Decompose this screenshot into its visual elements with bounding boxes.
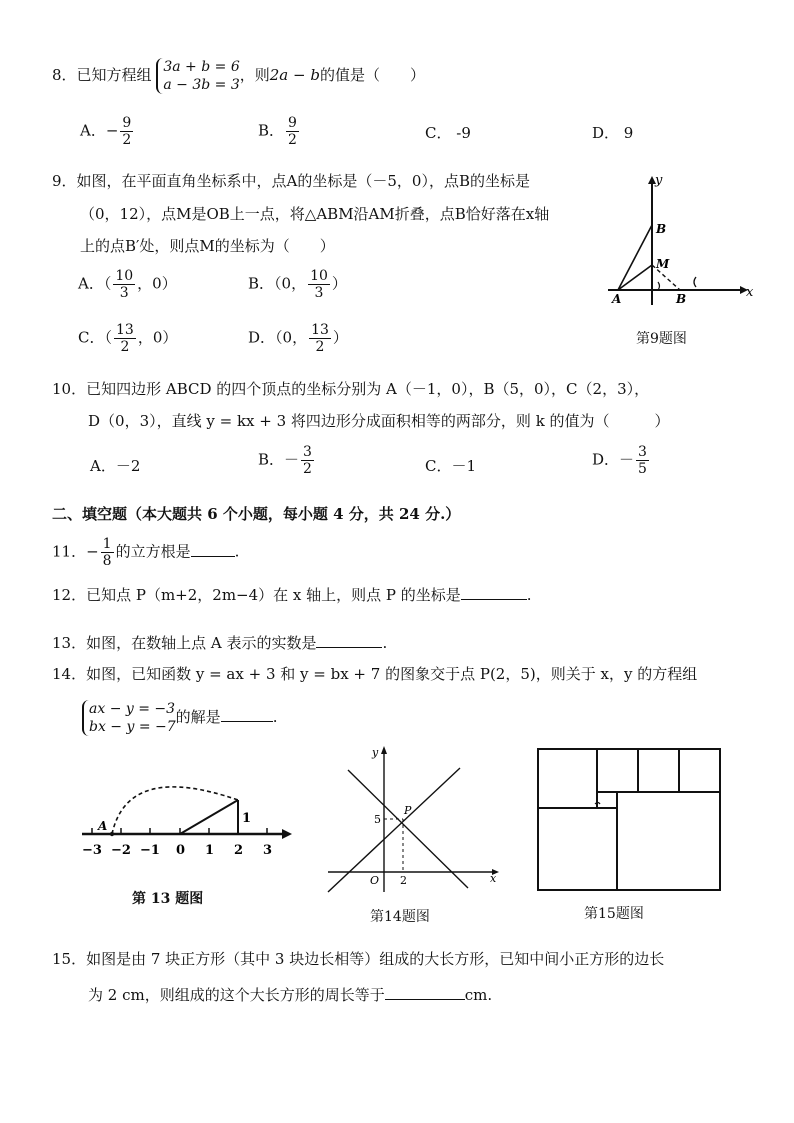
question-12 [52, 584, 532, 605]
q14-figure-caption: 第14题图 [370, 909, 430, 925]
q14-line-bx-plus-7 [348, 770, 468, 888]
q10-line2: D（0，3），直线 y = kx + 3 将四边形分成面积相等的两部分，则 k 的值为（ ） [88, 412, 670, 430]
q8-number: 8． [52, 66, 77, 85]
q8-equation-system [156, 58, 239, 94]
frac-denominator: 5 [638, 461, 647, 478]
q10-option-b-fraction [301, 444, 314, 477]
q13-arrow [282, 829, 292, 839]
q10-option-d-label: D．－ [592, 450, 635, 469]
q9-option-d[interactable] [248, 322, 348, 355]
q15-unit: cm. [464, 986, 493, 1004]
question-13 [52, 632, 387, 653]
q13-figure-caption: 第 13 题图 [132, 891, 204, 907]
frac-denominator: 2 [122, 132, 132, 149]
q14-line-ax-plus-3 [328, 768, 460, 892]
q14-eq2: bx − y = −7 [89, 719, 176, 736]
q9-segment-AM [618, 265, 652, 290]
q8-option-a[interactable] [80, 115, 135, 148]
q12-answer-blank[interactable] [461, 585, 527, 600]
frac-numerator: 13 [311, 322, 329, 338]
q10-option-b[interactable] [258, 444, 316, 477]
q9-option-b-tail: ） [331, 274, 347, 293]
q13-tick-label: 2 [234, 843, 244, 858]
q14-tail: 的解是 [175, 708, 221, 727]
frac-numerator: 13 [115, 322, 134, 338]
q12-text: 12．已知点 P（m+2，2m−4）在 x 轴上，则点 P 的坐标是 [52, 586, 461, 604]
q9-label-x: x [746, 285, 754, 300]
frac-denominator: 2 [303, 461, 312, 478]
q11-end: . [234, 542, 240, 561]
frac-denominator: 3 [119, 285, 129, 302]
q9-figure-caption: 第9题图 [636, 331, 687, 347]
q10-option-a[interactable]: A．－2 [90, 457, 141, 475]
q13-answer-blank[interactable] [316, 633, 382, 648]
q14-equation-system [82, 700, 176, 736]
q11-sign: − [86, 542, 99, 561]
q14-answer-blank[interactable] [221, 707, 273, 722]
q13-tick-label: 3 [263, 843, 273, 858]
q9-option-d-fraction [309, 322, 331, 355]
q9-line1: 9．如图，在平面直角坐标系中，点A的坐标是（－5，0），点B的坐标是 [52, 172, 530, 190]
q15-figure [537, 748, 723, 894]
frac-numerator: 9 [122, 115, 132, 131]
q8-prefix: 已知方程组 [76, 66, 152, 85]
q9-option-c-tail: ，0） [137, 328, 178, 347]
q9-option-a-fraction [113, 268, 135, 301]
q9-label-B: B [656, 222, 667, 236]
q10-line1: 10．已知四边形 ABCD 的四个顶点的坐标分别为 A（－1，0），B（5，0），C（2，3）， [52, 380, 650, 398]
q9-label-y: y [655, 173, 663, 188]
q15-answer-blank[interactable] [385, 985, 465, 1000]
question-8 [52, 58, 425, 94]
q10-option-c[interactable]: C．－1 [425, 457, 477, 475]
q8-option-a-fraction [120, 115, 133, 148]
question-11 [52, 536, 239, 569]
q9-option-c-label: C．（ [78, 328, 112, 347]
frac-denominator: 2 [120, 339, 130, 356]
q13-label-A: A [98, 819, 108, 833]
q8-option-c[interactable]: C． -9 [425, 124, 471, 142]
q9-option-b-label: B．（0， [248, 274, 307, 293]
q9-angle-mark-2 [694, 277, 696, 287]
q9-segment-AB [618, 225, 652, 290]
q9-option-a[interactable] [78, 268, 177, 301]
q9-label-Bprime: B [676, 292, 687, 306]
q9-option-a-tail: ，0） [137, 274, 177, 293]
q10-option-d-fraction [636, 444, 649, 477]
frac-numerator: 3 [638, 444, 647, 460]
q13-label-1: 1 [242, 811, 252, 826]
q14-label-y: y [372, 746, 379, 759]
frac-numerator: 10 [115, 268, 134, 284]
frac-numerator: 1 [102, 536, 112, 552]
q9-figure [600, 170, 754, 310]
frac-denominator: 2 [288, 132, 297, 149]
q9-option-d-label: D．（0， [248, 328, 308, 347]
q14-figure [322, 742, 502, 898]
frac-numerator: 10 [310, 268, 328, 284]
q14-label-2: 2 [400, 874, 407, 887]
q13-figure [68, 768, 298, 868]
q8-suffix: 的值是（ ） [319, 66, 425, 85]
q9-line3: 上的点B′处，则点M的坐标为（ ） [80, 237, 335, 255]
q14-line2 [82, 700, 277, 736]
q15-line1: 15．如图是由 7 块正方形（其中 3 块边长相等）组成的大长方形，已知中间小正方形的边长 [52, 950, 665, 968]
q14-eq1: ax − y = −3 [89, 701, 176, 717]
q14-label-O: O [370, 874, 380, 887]
q14-label-x: x [490, 872, 497, 885]
q13-tick-label: −2 [111, 843, 131, 858]
q14-label-5: 5 [374, 813, 381, 826]
q9-angle-mark-1 [658, 282, 660, 290]
q11-answer-blank[interactable] [191, 542, 235, 557]
q9-option-a-label: A．（ [78, 274, 112, 293]
q13-tick-label: 0 [176, 843, 186, 858]
q11-text: 的立方根是 [115, 542, 191, 561]
q8-option-b-fraction [286, 115, 299, 148]
q8-option-b-label: B． [258, 121, 285, 140]
q9-option-c-fraction [114, 322, 136, 355]
q9-line2: （0，12），点M是OB上一点，将△ABM沿AM折叠，点B恰好落在x轴 [80, 205, 550, 223]
q13-tick-label: −3 [82, 843, 102, 858]
q8-option-d[interactable]: D． 9 [592, 124, 634, 142]
section-2-title: 二、填空题（本大题共 6 个小题，每小题 4 分，共 24 分.） [52, 505, 461, 523]
frac-numerator: 3 [303, 444, 312, 460]
q8-eq2: a − 3b = 3 [163, 77, 240, 94]
q13-end: . [382, 634, 388, 652]
q15-outer-rectangle [538, 749, 720, 890]
frac-numerator: 9 [288, 115, 297, 131]
q11-fraction [101, 536, 114, 569]
q12-end: . [526, 586, 532, 604]
q15-line2 [88, 984, 492, 1005]
q9-option-d-tail: ） [332, 328, 348, 347]
q15-figure-caption: 第15题图 [584, 906, 644, 922]
q8-option-b[interactable] [258, 115, 301, 148]
q13-tick-label: 1 [205, 843, 215, 858]
q15-line2-text: 为 2 cm，则组成的这个大长方形的周长等于 [88, 986, 385, 1004]
q9-option-b[interactable] [248, 268, 347, 301]
q13-point-A [110, 832, 114, 836]
frac-denominator: 2 [315, 339, 325, 356]
q10-option-b-label: B．－ [258, 450, 300, 469]
q8-eq1: 3a + b = 6 [163, 59, 240, 75]
q9-label-M: M [656, 257, 670, 271]
q13-text: 13．如图，在数轴上点 A 表示的实数是 [52, 634, 317, 652]
q8-mid: ，则 [239, 66, 270, 85]
q14-line1: 14．如图，已知函数 y = ax + 3 和 y = bx + 7 的图象交于点 P(2，5)，则关于 x，y 的方程组 [52, 665, 698, 683]
q10-option-d[interactable] [592, 444, 651, 477]
q14-label-P: P [404, 804, 412, 817]
q9-label-A: A [612, 292, 622, 306]
q9-option-b-fraction [308, 268, 330, 301]
q8-expression: 2a − b [269, 66, 320, 85]
q13-tick-label: −1 [140, 843, 160, 858]
q9-option-c[interactable] [78, 322, 177, 355]
q14-end: . [272, 708, 278, 727]
q8-option-a-label: A． [80, 121, 106, 140]
q14-y-arrow [381, 746, 387, 754]
q11-number: 11． [52, 542, 87, 561]
q8-option-a-sign: − [105, 121, 119, 140]
frac-denominator: 3 [314, 285, 324, 302]
frac-denominator: 8 [102, 553, 112, 570]
